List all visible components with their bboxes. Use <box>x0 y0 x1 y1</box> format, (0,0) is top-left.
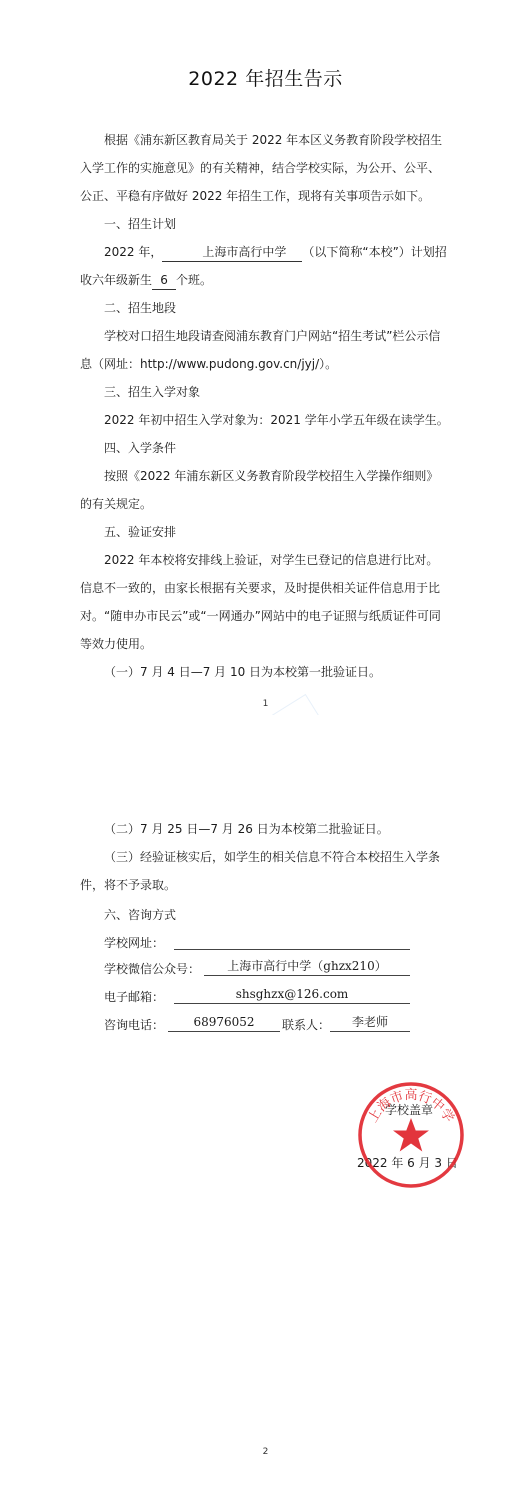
section-5-item-2: （二）7 月 25 日—7 月 26 日为本校第二批验证日。 <box>104 822 389 836</box>
section-1-text: 2022 年， <box>104 245 163 259</box>
contact-label: 联系人： <box>282 1018 331 1032</box>
section-1-text: 个班。 <box>176 273 213 287</box>
phone-value: 68976052 <box>193 1015 255 1029</box>
intro-line-1: 根据《浦东新区教育局关于 2022 年本区义务教育阶段学校招生 <box>104 133 443 147</box>
section-6-heading: 六、咨询方式 <box>104 908 177 922</box>
section-5-line-1: 2022 年本校将安排线上验证，对学生已登记的信息进行比对。 <box>104 553 439 567</box>
section-3-heading: 三、招生入学对象 <box>104 385 201 399</box>
website-label: 学校网址： <box>104 936 165 950</box>
section-5-item-3-line-1: （三）经验证核实后，如学生的相关信息不符合本校招生入学条 <box>104 850 441 864</box>
intro-line-2: 入学工作的实施意见》的有关精神，结合学校实际，为公开、公平、 <box>80 161 441 175</box>
phone-label: 咨询电话： <box>104 1018 165 1032</box>
section-1-line-2 <box>80 266 460 294</box>
page-number-1: 1 <box>262 699 269 709</box>
wechat-value: 上海市高行中学（ghzx210） <box>227 959 387 973</box>
section-5-item-1: （一）7 月 4 日—7 月 10 日为本校第一批验证日。 <box>104 665 382 679</box>
section-1-text: （以下简称“本校”）计划招 <box>302 245 447 259</box>
section-5-heading: 五、验证安排 <box>104 525 177 539</box>
section-3-line: 2022 年初中招生入学对象为：2021 学年小学五年级在读学生。 <box>104 413 449 427</box>
signature-date: 2022 年 6 月 3 日 <box>357 1156 458 1170</box>
section-1-heading: 一、招生计划 <box>104 217 177 231</box>
website-field <box>174 931 410 950</box>
page-number-2: 2 <box>262 1447 269 1457</box>
section-2-heading: 二、招生地段 <box>104 301 177 315</box>
section-2-line-2: 息（网址：http://www.pudong.gov.cn/jyj/）。 <box>80 357 338 371</box>
email-value: shsghzx@126.com <box>235 987 349 1001</box>
school-name-field: 上海市高行中学 <box>162 243 302 262</box>
email-label: 电子邮箱： <box>104 990 165 1004</box>
section-5-line-2: 信息不一致的，由家长根据有关要求，及时提供相关证件信息用于比 <box>80 581 441 595</box>
section-5-line-4: 等效力使用。 <box>80 637 153 651</box>
section-1-line-1 <box>80 238 460 266</box>
contact-value: 李老师 <box>351 1015 388 1029</box>
wechat-label: 学校微信公众号： <box>104 962 201 976</box>
section-2-line-1: 学校对口招生地段请查阅浦东教育门户网站“招生考试”栏公示信 <box>104 329 441 343</box>
section-4-line-2: 的有关规定。 <box>80 497 153 511</box>
section-1-text: 收六年级新生 <box>80 273 153 287</box>
page-title: 2022 年招生告示 <box>188 68 343 90</box>
section-5-line-3: 对。“随申办市民云”或“一网通办”网站中的电子证照与纸质证件可同 <box>80 609 441 623</box>
intro-line-3: 公正、平稳有序做好 2022 年招生工作，现将有关事项告示如下。 <box>80 189 431 203</box>
class-count-field: 6 <box>152 271 176 290</box>
section-4-line-1: 按照《2022 年浦东新区义务教育阶段学校招生入学操作细则》 <box>104 469 439 483</box>
section-4-heading: 四、入学条件 <box>104 441 177 455</box>
document-page-1 <box>0 0 531 715</box>
school-seal-icon <box>356 1080 466 1190</box>
stamp-label: 学校盖章 <box>385 1103 434 1117</box>
svg-text:上海市高行中学: 上海市高行中学 <box>365 1088 457 1126</box>
section-5-item-3-line-2: 件，将不予录取。 <box>80 878 177 892</box>
